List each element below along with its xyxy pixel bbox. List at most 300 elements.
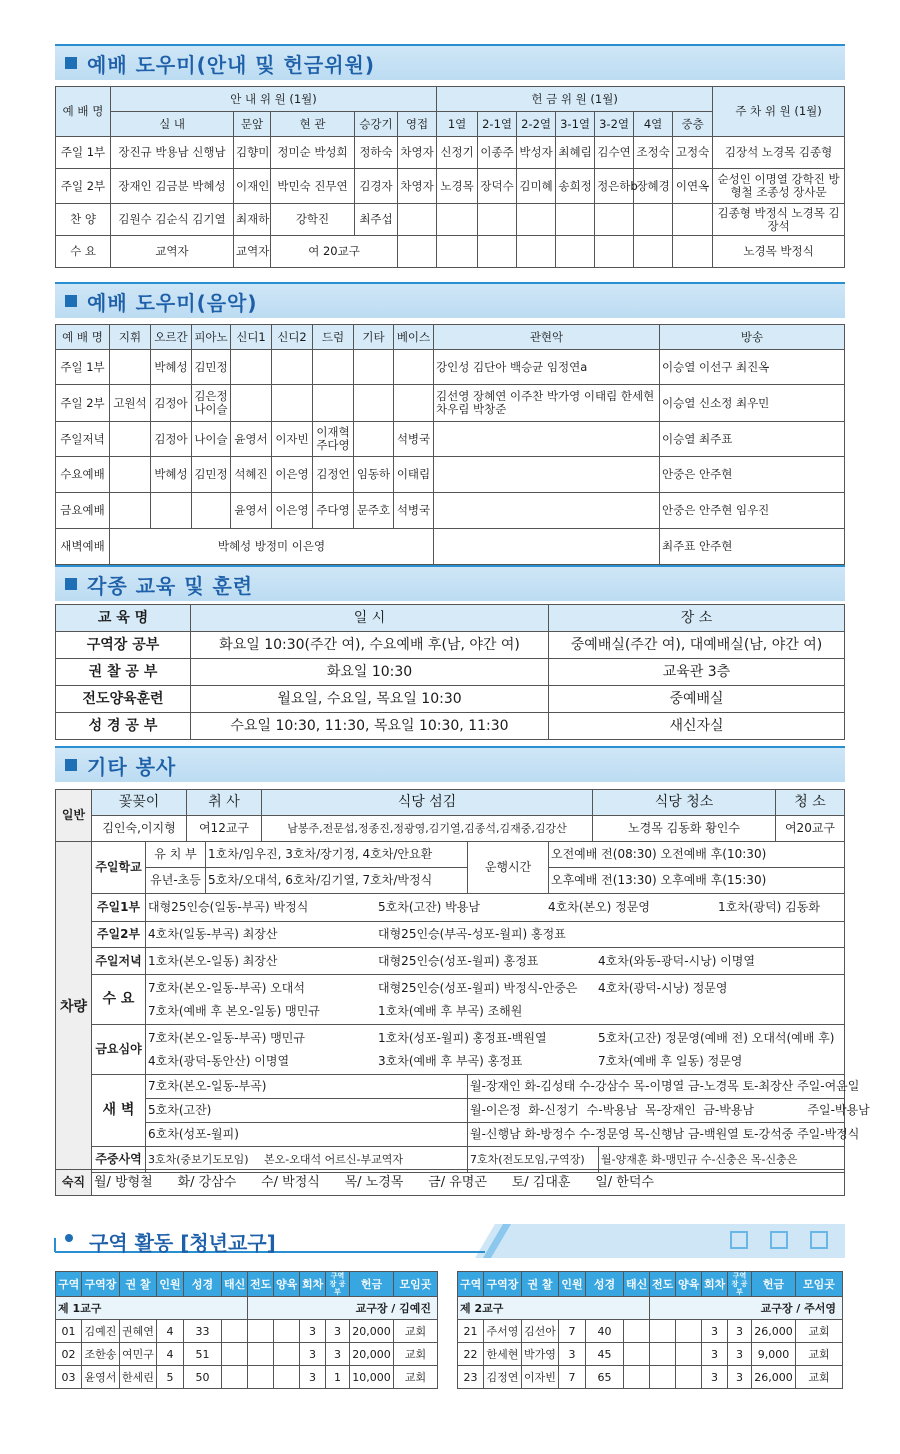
cell: 3 <box>326 1343 350 1366</box>
cell: 차영자 <box>398 137 437 169</box>
col-header: 승강기 <box>355 112 398 137</box>
col-header: 구역 <box>56 1272 82 1297</box>
section-title: 예배 도우미(음악) <box>87 290 258 315</box>
col-header: 모임곳 <box>796 1272 843 1297</box>
cell: 교회 <box>796 1320 843 1343</box>
col-header: 헌 금 위 원 (1월) <box>437 87 713 112</box>
cell: 3 <box>300 1320 326 1343</box>
row-label: 주일2부 <box>92 922 146 948</box>
col-header: 실 내 <box>111 112 234 137</box>
cell: 20,000 <box>350 1343 394 1366</box>
cell: 01 <box>56 1320 82 1343</box>
cell: 석병국 <box>394 422 434 457</box>
cell <box>146 975 845 1025</box>
row-label: 구역장 공부 <box>56 632 191 659</box>
cell: 10,000 <box>350 1366 394 1389</box>
cell: 40 <box>586 1320 624 1343</box>
row-label: 주일 1부 <box>56 137 111 169</box>
cell-part: 대형25인승(부곡-성포-월피) 홍정표 <box>378 927 566 941</box>
cell: 석병국 <box>394 493 434 529</box>
row-label: 수 요 <box>92 975 146 1025</box>
square-bullet-icon <box>65 295 77 307</box>
cell: 4 <box>157 1343 184 1366</box>
row-label: 주일1부 <box>92 894 146 922</box>
cell: 윤영서 <box>231 422 272 457</box>
col-header: 회차 <box>702 1272 728 1297</box>
table-row <box>56 632 845 659</box>
cell: 3 <box>728 1320 752 1343</box>
col-header: 취 사 <box>187 790 262 816</box>
cell <box>146 948 845 975</box>
cell: 교회 <box>394 1366 438 1389</box>
cell: 3 <box>702 1343 728 1366</box>
col-header: 인원 <box>559 1272 586 1297</box>
col-header: 일 시 <box>191 605 549 632</box>
cell: 김정언 <box>313 457 354 493</box>
education-table <box>55 604 845 740</box>
table-row <box>56 816 845 842</box>
music-table <box>55 324 845 565</box>
section-header-education <box>55 565 845 601</box>
row-label: 새벽예배 <box>56 529 110 565</box>
cell: 김원수 김순식 김기열 <box>111 204 234 236</box>
cell: 신정기 <box>437 137 478 169</box>
cell-part: 3호차(중보기도모임) <box>148 1153 249 1166</box>
col-header: 장 소 <box>549 605 845 632</box>
cell: 주다영 <box>313 493 354 529</box>
cell: 23 <box>458 1366 484 1389</box>
cell: 윤영서 <box>82 1366 120 1389</box>
table-row <box>56 529 845 565</box>
cell: 차영자 <box>398 169 437 204</box>
col-header: 헌금 <box>752 1272 796 1297</box>
cell: 33 <box>184 1320 222 1343</box>
col-header: 2-1열 <box>478 112 517 137</box>
cell: 7호차(전도모임,구역장) <box>468 1147 599 1173</box>
cell: 김선아 <box>522 1320 559 1343</box>
col-header: 방송 <box>660 325 845 350</box>
cell: 여민구 <box>120 1343 157 1366</box>
row-label: 주일저녁 <box>56 422 110 457</box>
cell: 김민정 <box>192 457 231 493</box>
col-header: 헌금 <box>350 1272 394 1297</box>
cell: 월요일, 수요일, 목요일 10:30 <box>191 686 549 713</box>
cell: 3 <box>300 1343 326 1366</box>
col-header: 구역장 <box>82 1272 120 1297</box>
row-label: 일반 <box>56 790 92 842</box>
cell: 이재인 <box>234 169 271 204</box>
cell <box>146 894 845 922</box>
cell: 김경자 <box>355 169 398 204</box>
col-header: 성경 <box>184 1272 222 1297</box>
cell: 김민정 <box>192 350 231 385</box>
cell: 최주섭 <box>355 204 398 236</box>
cell: 최주표 안주현 <box>660 529 845 565</box>
col-header: 권 찰 <box>522 1272 559 1297</box>
cell <box>146 1025 845 1075</box>
cell: 월-장재인 화-김성태 수-강삼수 목-이명열 금-노경목 토-최장산 주일-여운일 <box>468 1075 845 1099</box>
cell: 조정숙 <box>634 137 673 169</box>
cell: 장혜경 <box>634 169 673 204</box>
row-label: 주일학교 <box>92 842 146 894</box>
district-table-2 <box>457 1271 843 1389</box>
cell: 교회 <box>394 1320 438 1343</box>
cell: 임동하 <box>354 457 394 493</box>
group-row <box>458 1297 843 1320</box>
cell: 박민숙 진무연 <box>271 169 355 204</box>
row-label: 숙직 <box>56 1170 92 1196</box>
table-row <box>56 1343 438 1366</box>
cell-part: 7호차(예배 후 일동) 정문영 <box>598 1053 743 1068</box>
cell-part: 1호차(성포-월피) 홍정표-백원열 <box>378 1030 547 1045</box>
col-header: 문앞 <box>234 112 271 137</box>
col-header: 성경 <box>586 1272 624 1297</box>
section-title: 기타 봉사 <box>87 754 177 779</box>
col-header: 구역장 공부 <box>728 1272 752 1297</box>
cell: 안중은 안주현 임우진 <box>660 493 845 529</box>
cell: 노경목 김동화 황인수 <box>593 816 776 842</box>
cell: 3 <box>702 1320 728 1343</box>
night-duty-table <box>55 1169 845 1196</box>
col-header: 전도 <box>650 1272 676 1297</box>
cell: 주서영 <box>484 1320 522 1343</box>
group-head: 교구장 / 김예진 <box>248 1297 438 1320</box>
table-row <box>458 1366 843 1389</box>
group-name: 제 2교구 <box>458 1297 650 1320</box>
col-header: 피아노 <box>192 325 231 350</box>
cell: 김예진 <box>82 1320 120 1343</box>
cell: 여20교구 <box>776 816 845 842</box>
section-header-music <box>55 282 845 318</box>
row-label: 차량 <box>56 842 92 1173</box>
cell: 교회 <box>796 1366 843 1389</box>
cell: 7 <box>559 1320 586 1343</box>
table-row <box>56 868 845 894</box>
table-row <box>56 686 845 713</box>
cell: 이은영 <box>272 457 313 493</box>
col-header: 예 배 명 <box>56 325 110 350</box>
cell: 오후예배 전(13:30) 오후예배 후(15:30) <box>549 868 845 894</box>
cell: 1 <box>326 1366 350 1389</box>
cell: 45 <box>586 1343 624 1366</box>
col-header: 현 관 <box>271 112 355 137</box>
table-row <box>56 1123 845 1147</box>
table-row <box>56 1170 845 1196</box>
col-header: 지휘 <box>110 325 151 350</box>
cell: 최혜림 <box>556 137 595 169</box>
cell: 이승열 최주표 <box>660 422 845 457</box>
table-row <box>56 350 845 385</box>
row-label: 주일 2부 <box>56 385 110 422</box>
cell: 장진규 박용남 신행남 <box>111 137 234 169</box>
ushers-table <box>55 86 845 268</box>
cell: 21 <box>458 1320 484 1343</box>
cell: 5 <box>157 1366 184 1389</box>
cell: 26,000 <box>752 1366 796 1389</box>
row-label: 금요예배 <box>56 493 110 529</box>
cell-part: 4호차(본오) 정문영 <box>548 900 650 914</box>
cell: 51 <box>184 1343 222 1366</box>
col-header: 오르간 <box>151 325 192 350</box>
cell: 박혜성 <box>151 350 192 385</box>
col-header: 중층 <box>673 112 713 137</box>
group-row <box>56 1297 438 1320</box>
cell: 문주호 <box>354 493 394 529</box>
cell: 3 <box>326 1320 350 1343</box>
table-row <box>56 1099 845 1123</box>
cell-part: 본오-오대석 어르신-부교역자 <box>264 1153 403 1166</box>
cell: 이은영 <box>272 493 313 529</box>
col-header: 회차 <box>300 1272 326 1297</box>
cell: 이승열 신소정 최우민 <box>660 385 845 422</box>
cell: 장덕수 <box>478 169 517 204</box>
square-bullet-icon <box>65 759 77 771</box>
col-header: 교 육 명 <box>56 605 191 632</box>
square-bullet-icon <box>65 578 77 590</box>
cell: 화요일 10:30 <box>191 659 549 686</box>
cell: 여12교구 <box>187 816 262 842</box>
row-label: 성 경 공 부 <box>56 713 191 740</box>
row-label: 주일저녁 <box>92 948 146 975</box>
row-label: 전도양육훈련 <box>56 686 191 713</box>
cell: 월-양재훈 화-맹민규 수-신충은 목-신충은 <box>599 1147 845 1173</box>
col-header: 1열 <box>437 112 478 137</box>
cell: 정은하b <box>595 169 634 204</box>
cell: 운행시간 <box>468 842 549 894</box>
cell: 노경목 <box>437 169 478 204</box>
col-header: 관현악 <box>434 325 660 350</box>
cell-part: 1호차(예배 후 부곡) 조해원 <box>378 1003 523 1018</box>
cell: 3 <box>702 1366 728 1389</box>
col-header: 베이스 <box>394 325 434 350</box>
table-row <box>56 713 845 740</box>
cell-part: 대형25인승(일동-부곡) 박정식 <box>148 900 309 914</box>
table-row <box>56 948 845 975</box>
col-header: 4열 <box>634 112 673 137</box>
cell: 김향미 <box>234 137 271 169</box>
cell: 고원석 <box>110 385 151 422</box>
cell: 6호차(성포-월피) <box>146 1123 468 1147</box>
cell: 안중은 안주현 <box>660 457 845 493</box>
col-header: 주 차 위 원 (1월) <box>713 87 845 137</box>
cell: 김정아 <box>151 422 192 457</box>
col-header: 양육 <box>274 1272 300 1297</box>
cell: 이종주 <box>478 137 517 169</box>
cell: 교육관 3층 <box>549 659 845 686</box>
cell: 노경목 박정식 <box>713 236 845 268</box>
col-header: 3-2열 <box>595 112 634 137</box>
cell: 02 <box>56 1343 82 1366</box>
cell-part: 1호차(본오-일동) 최장산 <box>148 953 278 968</box>
cell: 50 <box>184 1366 222 1389</box>
cell: 조한송 <box>82 1343 120 1366</box>
col-header: 전도 <box>248 1272 274 1297</box>
table-row <box>56 137 845 169</box>
cell: 여 20교구 <box>271 236 398 268</box>
cell: 남봉주,전문섭,정종진,정광영,김기열,김종석,김재중,김강산 <box>262 816 593 842</box>
cell: 순성인 이명열 강학진 방형철 조종성 장사문 <box>713 169 845 204</box>
col-header: 청 소 <box>776 790 845 816</box>
col-header: 영접 <box>398 112 437 137</box>
cell: 김정아 <box>151 385 192 422</box>
row-label: 수 요 <box>56 236 111 268</box>
section-header-ushers <box>55 44 845 80</box>
col-header: 모임곳 <box>394 1272 438 1297</box>
cell: 정미순 박성희 <box>271 137 355 169</box>
col-header: 양육 <box>676 1272 702 1297</box>
cell: 월-신행남 화-방정수 수-정문영 목-신행남 금-백원열 토-강석중 주일-박정식 <box>468 1123 845 1147</box>
col-header: 태신 <box>222 1272 248 1297</box>
col-header: 구역장 공부 <box>326 1272 350 1297</box>
cell: 박혜성 <box>151 457 192 493</box>
cell: 최재하 <box>234 204 271 236</box>
cell: 교회 <box>394 1343 438 1366</box>
col-header: 꽃꽂이 <box>92 790 187 816</box>
vehicle-table <box>55 841 870 1173</box>
cell: 중예배실(주간 여), 대예배실(남, 야간 여) <box>549 632 845 659</box>
cell: 7호차(본오-일동-부곡) <box>146 1075 468 1099</box>
row-label: 주일 2부 <box>56 169 111 204</box>
cell: 장재인 김금분 박혜성 <box>111 169 234 204</box>
col-header: 2-2열 <box>517 112 556 137</box>
cell: 한세현 <box>484 1343 522 1366</box>
cell: 이자빈 <box>522 1366 559 1389</box>
cell: 강인성 김단아 백승균 임정연a <box>434 350 660 385</box>
cell-part: 1호차(광덕) 김동화 <box>718 900 820 914</box>
row-label: 금요심야 <box>92 1025 146 1075</box>
group-head: 교구장 / 주서영 <box>650 1297 843 1320</box>
cell-part: 4호차(와동-광덕-시낭) 이명열 <box>598 953 755 968</box>
cell: 이승열 이선구 최진옥 <box>660 350 845 385</box>
general-service-table <box>55 789 845 842</box>
table-row <box>56 385 845 422</box>
cell: 7 <box>559 1366 586 1389</box>
cell: 1호차/임우진, 3호차/장기정, 4호차/안요환 <box>206 842 468 868</box>
district-table-1 <box>55 1271 438 1389</box>
cell: 이연옥 <box>673 169 713 204</box>
cell: 김미혜 <box>517 169 556 204</box>
cell: 3 <box>300 1366 326 1389</box>
cell: 3 <box>728 1366 752 1389</box>
col-header: 예 배 명 <box>56 87 111 137</box>
table-row <box>56 422 845 457</box>
table-row <box>56 1320 438 1343</box>
section-title: 각종 교육 및 훈련 <box>87 573 254 598</box>
section-title: 구역 활동 [청년교구] <box>89 1231 276 1255</box>
row-label: 권 찰 공 부 <box>56 659 191 686</box>
cell: 오전예배 전(08:30) 오전예배 후(10:30) <box>549 842 845 868</box>
cell: 박혜성 방정미 이은영 <box>110 529 434 565</box>
table-row <box>56 493 845 529</box>
cell-part: 5호차(고잔) 박용남 <box>378 900 480 914</box>
cell: 유년-초등 <box>146 868 206 894</box>
table-row <box>56 894 845 922</box>
col-header: 식당 섬김 <box>262 790 593 816</box>
cell-part: 4호차(일동-부곡) 최장산 <box>148 927 278 941</box>
section-header-service <box>55 746 845 782</box>
square-bullet-icon <box>65 57 77 69</box>
cell-part: 대형25인승(성포-월피) 박정식-안중은 <box>378 980 578 995</box>
col-header: 기타 <box>354 325 394 350</box>
table-row <box>56 922 845 948</box>
col-header: 구역 <box>458 1272 484 1297</box>
cell: 5호차(고잔) <box>146 1099 468 1123</box>
table-row <box>56 236 845 268</box>
cell-part: 7호차(본오-일동-부곡) 맹민규 <box>148 1030 305 1045</box>
cell: 03 <box>56 1366 82 1389</box>
table-row <box>56 975 845 1025</box>
cell: 9,000 <box>752 1343 796 1366</box>
cell: 김선영 장혜연 이주찬 박가영 이태림 한세현 차우림 박창준 <box>434 385 660 422</box>
cell-part: 5호차(고잔) 정문영(예배 전) 오대석(예배 후) <box>598 1030 835 1045</box>
cell: 김인숙,이지형 <box>92 816 187 842</box>
cell: 22 <box>458 1343 484 1366</box>
row-label: 주일 1부 <box>56 350 110 385</box>
cell: 20,000 <box>350 1320 394 1343</box>
row-label: 찬 양 <box>56 204 111 236</box>
cell: 수요일 10:30, 11:30, 목요일 10:30, 11:30 <box>191 713 549 740</box>
cell: 김종형 박정식 노경목 김장석 <box>713 204 845 236</box>
cell: 3 <box>728 1343 752 1366</box>
cell: 65 <box>586 1366 624 1389</box>
cell: 교역자 <box>234 236 271 268</box>
cell-part: 7호차(본오-일동-부곡) 오대석 <box>148 980 305 995</box>
col-header: 신디1 <box>231 325 272 350</box>
cell: 26,000 <box>752 1320 796 1343</box>
col-header: 신디2 <box>272 325 313 350</box>
table-row <box>458 1320 843 1343</box>
cell: 정하숙 <box>355 137 398 169</box>
cell: 석혜진 <box>231 457 272 493</box>
col-header: 3-1열 <box>556 112 595 137</box>
table-row <box>56 659 845 686</box>
table-row <box>56 1075 845 1099</box>
cell: 화요일 10:30(주간 여), 수요예배 후(남, 야간 여) <box>191 632 549 659</box>
cell: 새신자실 <box>549 713 845 740</box>
table-row <box>56 1025 845 1075</box>
table-row <box>458 1343 843 1366</box>
cell: 4 <box>157 1320 184 1343</box>
section-header-district <box>55 1224 845 1258</box>
col-header: 태신 <box>624 1272 650 1297</box>
col-header: 권 찰 <box>120 1272 157 1297</box>
row-label: 주중사역 <box>92 1147 146 1173</box>
cell-part: 대형25인승(성포-월피) 홍정표 <box>378 953 539 968</box>
cell-part: 3호차(예배 후 부곡) 홍정표 <box>378 1053 523 1068</box>
cell: 한세린 <box>120 1366 157 1389</box>
col-header: 식당 청소 <box>593 790 776 816</box>
row-label: 수요예배 <box>56 457 110 493</box>
cell: 3 <box>559 1343 586 1366</box>
cell: 5호차/오대석, 6호차/김기열, 7호차/박정식 <box>206 868 468 894</box>
cell: 김정연 <box>484 1366 522 1389</box>
col-header: 드럼 <box>313 325 354 350</box>
cell: 김은정 나이슬 <box>192 385 231 422</box>
cell-part: 4호차(광덕-동안산) 이명열 <box>148 1053 290 1068</box>
cell: 이자빈 <box>272 422 313 457</box>
section-title: 예배 도우미(안내 및 헌금위원) <box>87 52 376 77</box>
cell: 강학진 <box>271 204 355 236</box>
cell: 박가영 <box>522 1343 559 1366</box>
cell: 김장석 노경목 김종형 <box>713 137 845 169</box>
table-row <box>56 1366 438 1389</box>
col-header: 안 내 위 원 (1월) <box>111 87 437 112</box>
table-row <box>56 842 845 868</box>
cell: 교역자 <box>111 236 234 268</box>
cell: 권혜연 <box>120 1320 157 1343</box>
cell: 고정숙 <box>673 137 713 169</box>
cell: 유 치 부 <box>146 842 206 868</box>
